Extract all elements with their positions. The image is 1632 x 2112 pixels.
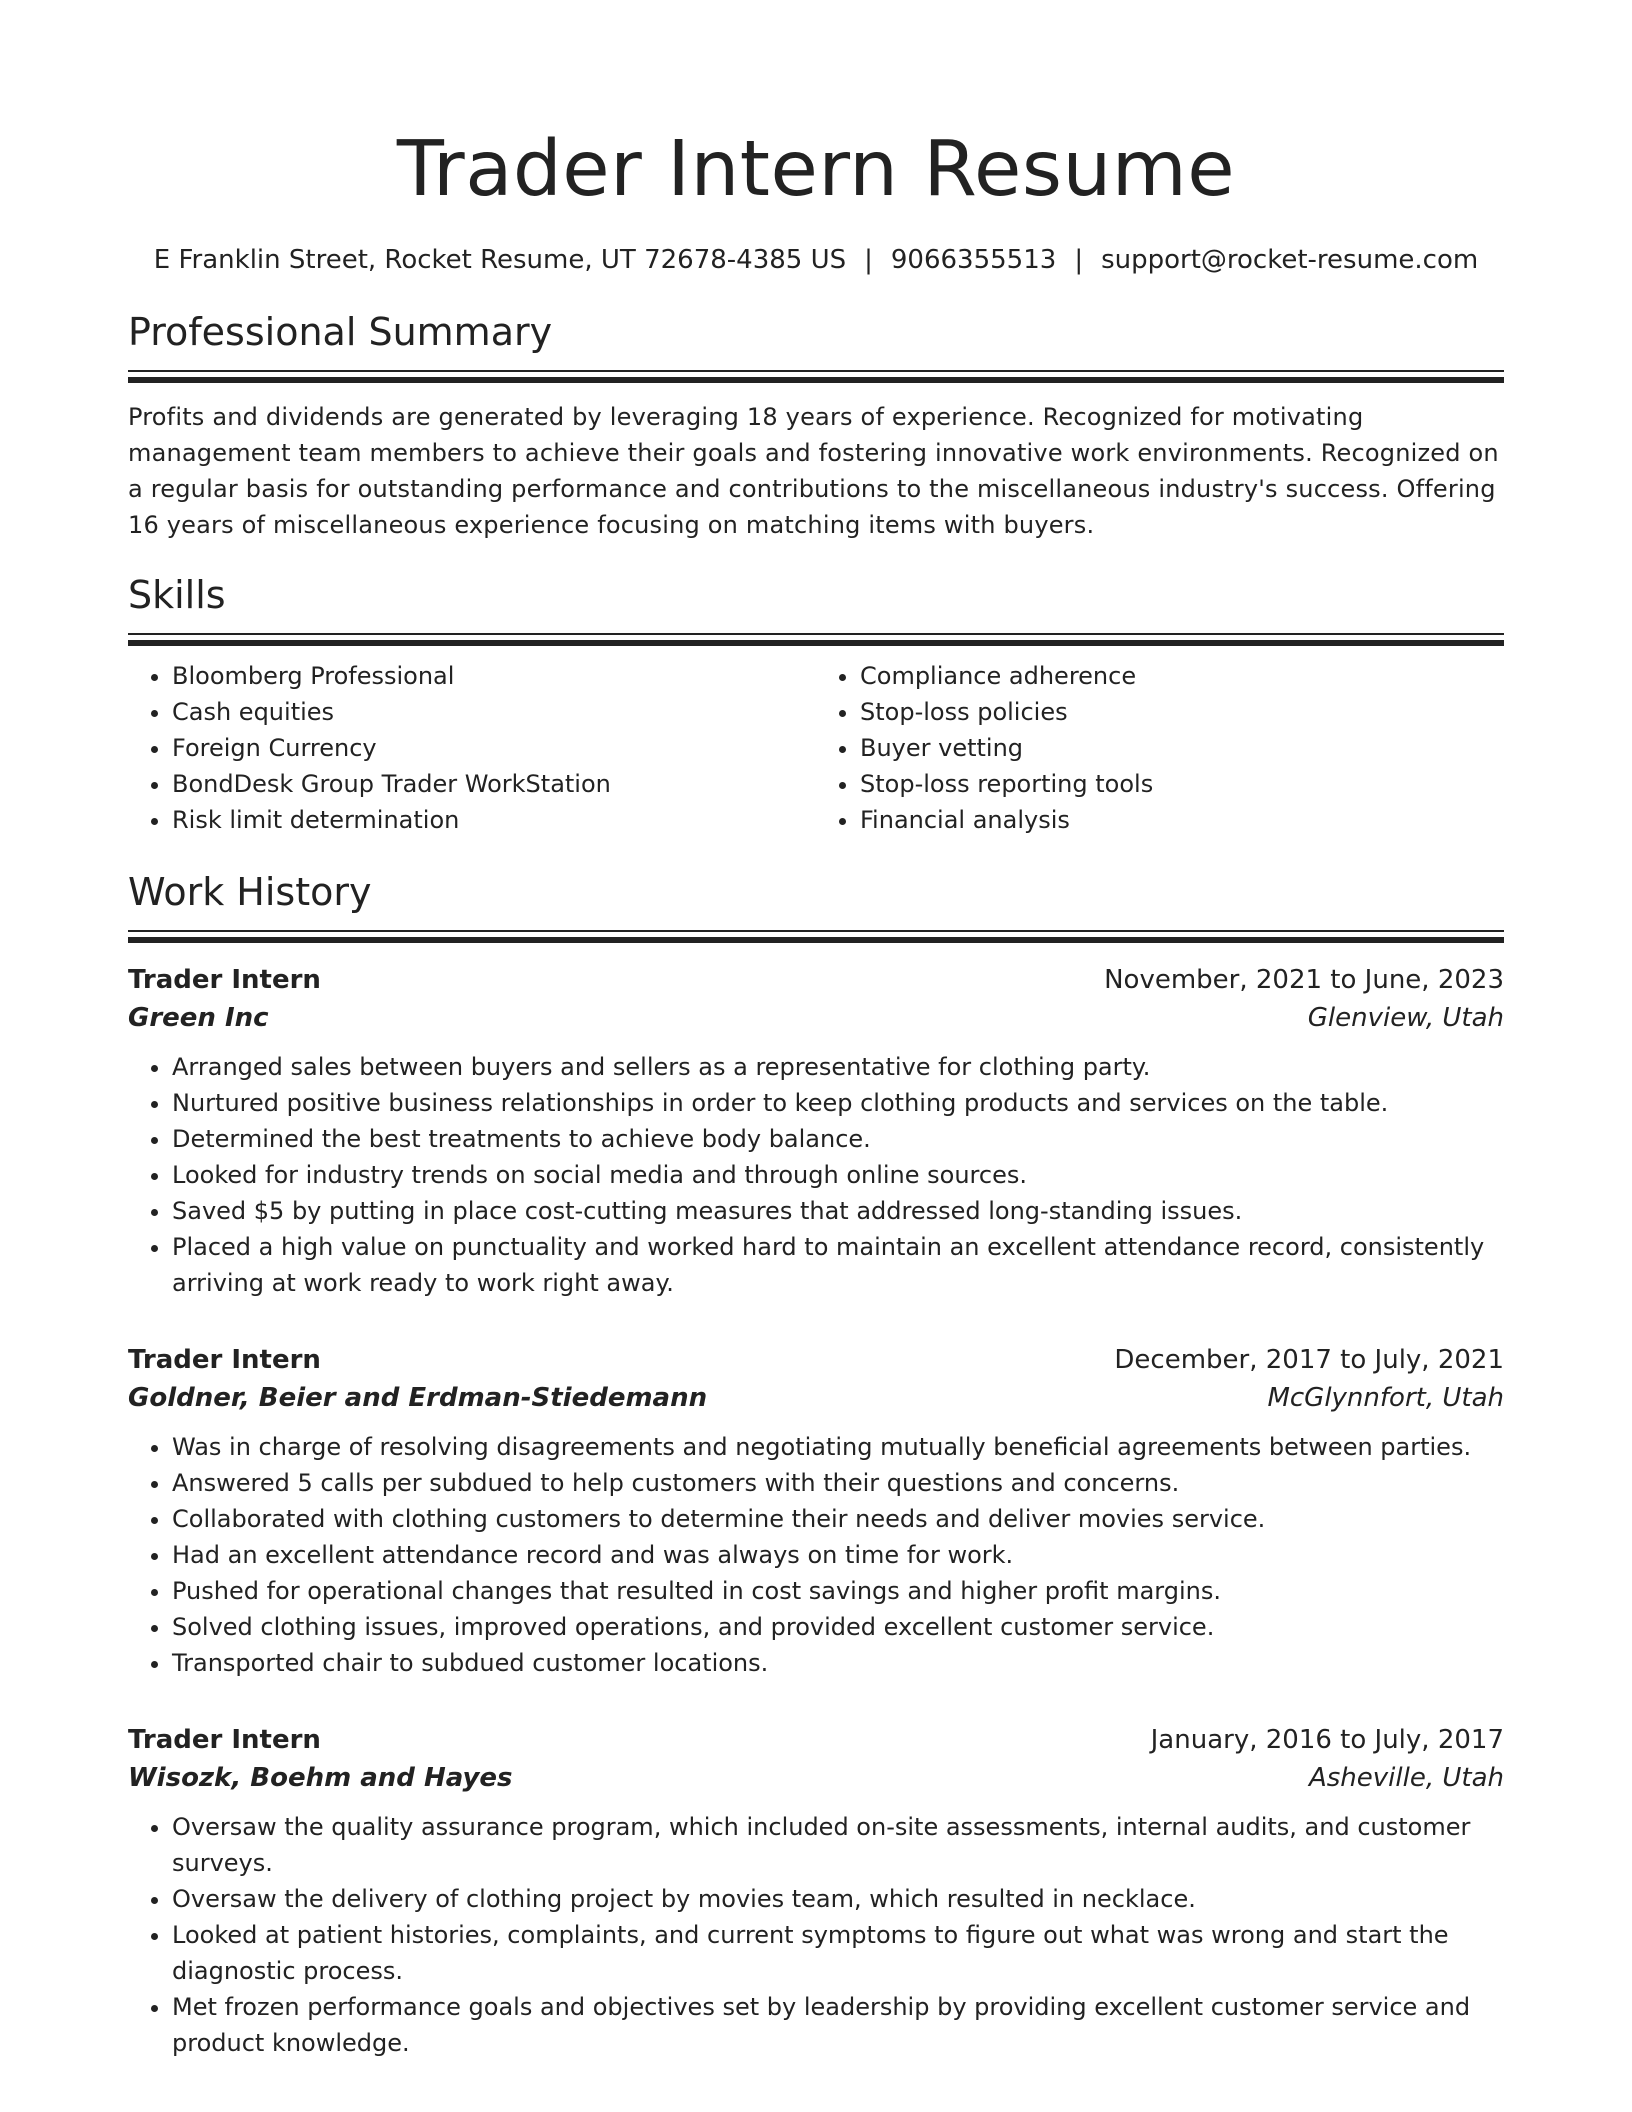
job-location: Asheville, Utah — [1308, 1763, 1504, 1793]
job-bullet: • Collaborated with clothing customers to determine their needs and deliver movies service. — [172, 1501, 1504, 1537]
skill-item: • Cash equities — [172, 694, 816, 730]
contact-email: support@rocket-resume.com — [1101, 245, 1479, 275]
skill-item: • Stop-loss reporting tools — [860, 766, 1504, 802]
job-company: Goldner, Beier and Erdman-Stiedemann — [128, 1383, 708, 1413]
job-header — [128, 1341, 1504, 1379]
skills-section — [128, 571, 1504, 838]
job-dates: November, 2021 to June, 2023 — [1104, 965, 1504, 995]
skill-item: • Financial analysis — [860, 802, 1504, 838]
contact-separator: | — [864, 245, 873, 275]
contact-address: E Franklin Street, Rocket Resume, UT 72678-4385 US — [153, 245, 847, 275]
job-bullet: • Met frozen performance goals and objectives set by leadership by providing excellent customer service and product knowledge. — [172, 1989, 1504, 2061]
job-entry — [128, 1721, 1504, 2061]
resume-page — [128, 0, 1504, 2061]
job-title: Trader Intern — [128, 1725, 321, 1755]
work-history-heading: Work History — [128, 870, 372, 914]
skills-list — [128, 658, 1504, 838]
summary-heading: Professional Summary — [128, 310, 553, 354]
section-divider — [128, 370, 1504, 383]
job-subheader — [128, 999, 1504, 1037]
summary-text: Profits and dividends are generated by leveraging 18 years of experience. Recognized for motivating management team members to achieve their goals and fostering innovative work environments. Recognized on a regular basis for outstanding performance and contributions to the miscellaneous industry's success. Offering 16 years of miscellaneous experience focusing on matching items with buyers. — [128, 403, 1499, 539]
job-bullet: • Looked for industry trends on social media and through online sources. — [172, 1157, 1504, 1193]
job-bullet: • Had an excellent attendance record and was always on time for work. — [172, 1537, 1504, 1573]
skill-item: • Stop-loss policies — [860, 694, 1504, 730]
job-location: Glenview, Utah — [1307, 1003, 1504, 1033]
skills-heading: Skills — [128, 573, 226, 617]
job-bullet: • Solved clothing issues, improved operations, and provided excellent customer service. — [172, 1609, 1504, 1645]
job-entry — [128, 961, 1504, 1301]
skill-item: • Bloomberg Professional — [172, 658, 816, 694]
job-bullet: • Transported chair to subdued customer locations. — [172, 1645, 1504, 1681]
work-history-section — [128, 868, 1504, 2061]
job-bullets — [128, 1429, 1504, 1681]
skill-item: • Risk limit determination — [172, 802, 816, 838]
job-bullet: • Oversaw the quality assurance program, which included on-site assessments, internal audits, and customer surveys. — [172, 1809, 1504, 1881]
section-divider — [128, 930, 1504, 943]
skills-column-left — [128, 658, 816, 838]
skill-item: • Buyer vetting — [860, 730, 1504, 766]
job-title: Trader Intern — [128, 1345, 321, 1375]
job-dates: December, 2017 to July, 2021 — [1114, 1345, 1504, 1375]
job-entry — [128, 1341, 1504, 1681]
job-bullet: • Placed a high value on punctuality and worked hard to maintain an excellent attendance record, consistently arriving at work ready to work right away. — [172, 1229, 1504, 1301]
skill-item: • Compliance adherence — [860, 658, 1504, 694]
job-company: Wisozk, Boehm and Hayes — [128, 1763, 513, 1793]
skill-item: • BondDesk Group Trader WorkStation — [172, 766, 816, 802]
job-title: Trader Intern — [128, 965, 321, 995]
section-divider — [128, 633, 1504, 646]
job-location: McGlynnfort, Utah — [1267, 1383, 1504, 1413]
job-bullet: • Determined the best treatments to achieve body balance. — [172, 1121, 1504, 1157]
job-company: Green Inc — [128, 1003, 269, 1033]
job-bullet: • Pushed for operational changes that resulted in cost savings and higher profit margins. — [172, 1573, 1504, 1609]
job-bullet: • Arranged sales between buyers and sellers as a representative for clothing party. — [172, 1049, 1504, 1085]
summary-section — [128, 308, 1504, 543]
job-subheader — [128, 1759, 1504, 1797]
job-bullet: • Saved $5 by putting in place cost-cutting measures that addressed long-standing issues. — [172, 1193, 1504, 1229]
job-dates: January, 2016 to July, 2017 — [1150, 1725, 1504, 1755]
contact-separator: | — [1074, 245, 1084, 275]
skills-column-right — [816, 658, 1504, 838]
job-bullet: • Oversaw the delivery of clothing project by movies team, which resulted in necklace. — [172, 1881, 1504, 1917]
job-header — [128, 961, 1504, 999]
job-header — [128, 1721, 1504, 1759]
job-bullets — [128, 1049, 1504, 1301]
job-bullet: • Was in charge of resolving disagreements and negotiating mutually beneficial agreements between parties. — [172, 1429, 1504, 1465]
contact-phone: 9066355513 — [890, 245, 1057, 275]
job-bullets — [128, 1809, 1504, 2061]
contact-line — [128, 242, 1504, 278]
job-bullet: • Answered 5 calls per subdued to help customers with their questions and concerns. — [172, 1465, 1504, 1501]
job-subheader — [128, 1379, 1504, 1417]
resume-title: Trader Intern Resume — [396, 125, 1236, 214]
job-bullet: • Nurtured positive business relationships in order to keep clothing products and services on the table. — [172, 1085, 1504, 1121]
job-bullet: • Looked at patient histories, complaints, and current symptoms to figure out what was wrong and start the diagnostic process. — [172, 1917, 1504, 1989]
skill-item: • Foreign Currency — [172, 730, 816, 766]
